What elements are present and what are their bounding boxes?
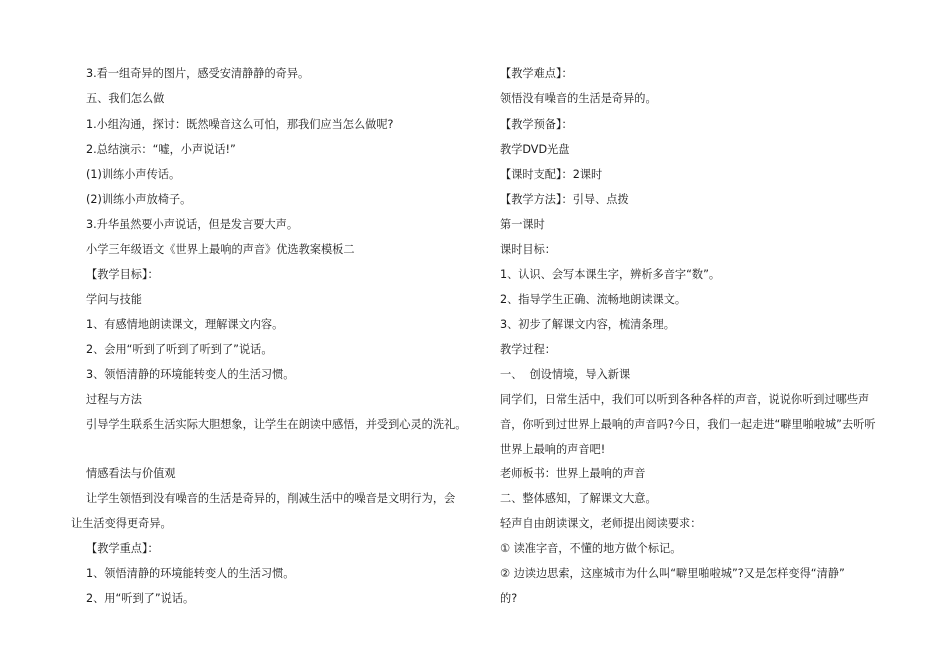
text-line: 2.总结演示：“嘘，小声说话!” [86,143,236,156]
section-heading: 【教学难点】： [500,67,573,80]
section-heading: 一、 创设情境，导入新课 [500,368,631,381]
text-line: (1)训练小声传话。 [86,168,181,181]
text-line: 让生活变得更奇异。 [71,517,172,530]
text-line: 2、指导学生正确、流畅地朗读课文。 [500,293,687,306]
text-line: 1、有感情地朗读课文，理解课文内容。 [86,318,284,331]
subheading: 过程与方法 [86,393,142,406]
list-item: ① 读准字音，不懂的地方做个标记。 [500,542,682,555]
subheading: 教学过程： [500,343,556,356]
text-line: 音，你听到过世界上最响的声音吗?今日，我们一起走进“噼里啪啦城”去听听 [500,418,876,431]
text-line: 1、领悟清静的环境能转变人的生活习惯。 [86,567,295,580]
subheading: 学问与技能 [86,293,142,306]
text-line: 的? [500,592,518,605]
text-line: 同学们，日常生活中，我们可以听到各种各样的声音，说说你听到过哪些声 [500,393,870,406]
subheading: 第一课时 [500,218,545,231]
text-line: 领悟没有噪音的生活是奇异的。 [500,92,657,105]
document-title: 小学三年级语文《世界上最响的声音》优选教案模板二 [86,243,355,256]
list-item: ② 边读边思索，这座城市为什么叫“噼里啪啦城”?又是怎样变得“清静” [500,567,845,580]
section-heading: 【教学预备】： [500,118,573,131]
text-line: 轻声自由朗读课文，老师提出阅读要求： [500,517,702,530]
subheading: 情感看法与价值观 [86,467,176,480]
text-line: 世界上最响的声音吧! [500,443,606,456]
text-line: 老师板书：世界上最响的声音 [500,467,646,480]
section-heading: 【教学重点】： [86,542,159,555]
text-line: 3.看一组奇异的图片，感受安清静静的奇异。 [86,67,310,80]
subheading: 课时目标： [500,243,556,256]
text-line: 【课时支配】：2课时 [500,168,603,181]
text-line: 引导学生联系生活实际大胆想象，让学生在朗读中感悟，并受到心灵的洗礼。 [86,418,467,431]
section-heading: 【教学目标】： [86,268,159,281]
text-line: 1.小组沟通，探讨：既然噪音这么可怕，那我们应当怎么做呢? [86,118,394,131]
text-line: 3、初步了解课文内容，梳清条理。 [500,318,675,331]
text-line: 1、认识、会写本课生字，辨析多音字“数”。 [500,268,721,281]
text-line: 教学DVD光盘 [500,143,570,156]
text-line: 让学生领悟到没有噪音的生活是奇异的，削减生活中的噪音是文明行为，会 [86,492,456,505]
section-heading: 二、整体感知，了解课文大意。 [500,492,657,505]
section-heading: 五、我们怎么做 [86,92,165,105]
text-line: (2)训练小声放椅子。 [86,193,192,206]
text-line: 3、领悟清静的环境能转变人的生活习惯。 [86,368,295,381]
text-line: 2、用“听到了”说话。 [86,592,195,605]
text-line: 3.升华虽然要小声说话，但是发言要大声。 [86,218,299,231]
text-line: 2、会用“听到了听到了听到了”说话。 [86,343,273,356]
text-line: 【教学方法】：引导、点拨 [500,193,629,206]
